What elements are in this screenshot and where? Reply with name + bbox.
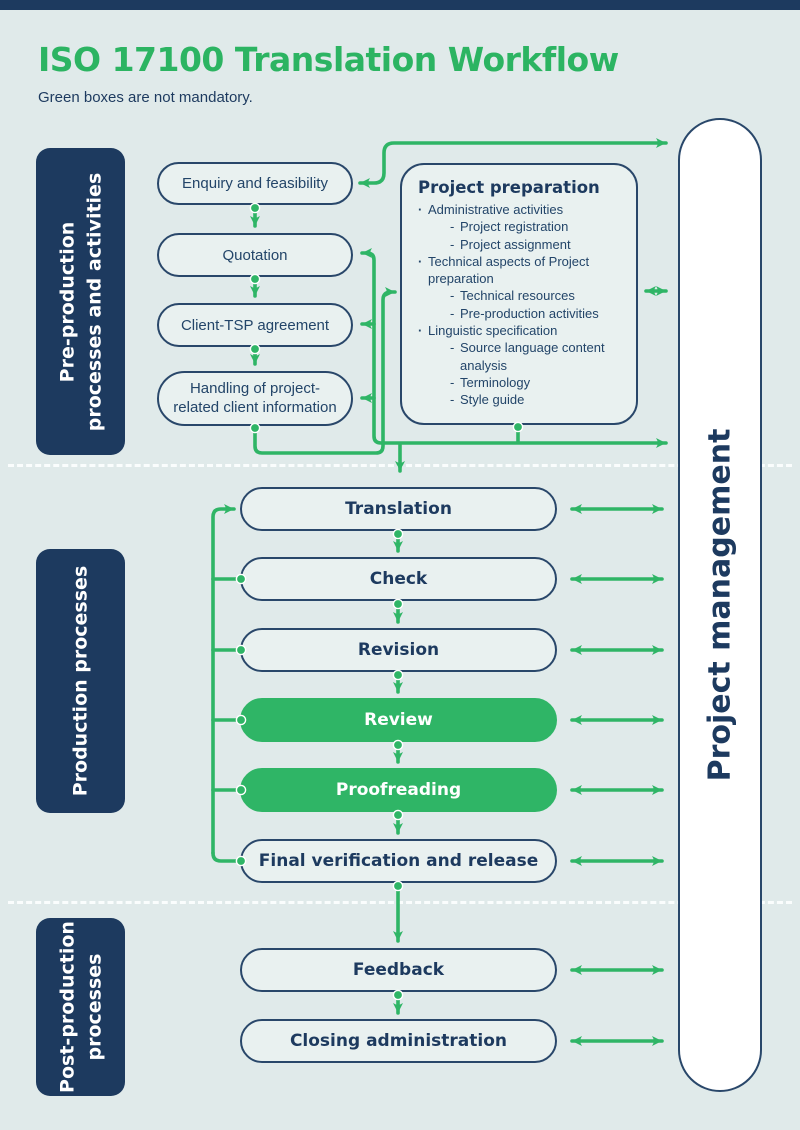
- box-review: Review: [240, 698, 557, 742]
- box-handling-client-information: Handling of project-related client information: [157, 371, 353, 426]
- box-client-tsp-agreement: Client-TSP agreement: [157, 303, 353, 347]
- sidebar-post-production-label: Post-production processes: [55, 921, 105, 1093]
- prep-item: · Linguistic specification: [418, 322, 622, 339]
- box-translation: Translation: [240, 487, 557, 531]
- sidebar-pre-production: [36, 148, 125, 455]
- box-project-preparation: [400, 163, 638, 425]
- box-closing-administration: Closing administration: [240, 1019, 557, 1063]
- rail-branch-final: [213, 853, 241, 861]
- prep-item: - Pre-production activities: [418, 305, 622, 322]
- prep-item: · Administrative activities: [418, 201, 622, 218]
- prep-item: - Technical resources: [418, 287, 622, 304]
- section-divider-post-production: [8, 901, 792, 904]
- prep-item: - Project registration: [418, 218, 622, 235]
- page-title: ISO 17100 Translation Workflow: [38, 40, 619, 79]
- sidebar-production-label: Production processes: [69, 565, 92, 797]
- project-management-label: Project management: [702, 428, 738, 782]
- prep-item: - Project assignment: [418, 236, 622, 253]
- box-check: Check: [240, 557, 557, 601]
- box-final-verification-and-release: Final verification and release: [240, 839, 557, 883]
- box-project-management: [678, 118, 762, 1092]
- box-quotation: Quotation: [157, 233, 353, 277]
- box-enquiry-and-feasibility: Enquiry and feasibility: [157, 162, 353, 205]
- prep-item: - Source language content analysis: [418, 339, 622, 374]
- box-proofreading: Proofreading: [240, 768, 557, 812]
- prep-item: - Terminology: [418, 374, 622, 391]
- sidebar-production: [36, 549, 125, 813]
- project-preparation-title: Project preparation: [418, 178, 600, 197]
- page-subtitle: Green boxes are not mandatory.: [38, 89, 253, 106]
- box-revision: Revision: [240, 628, 557, 672]
- sidebar-post-production: [36, 918, 125, 1096]
- box-feedback: Feedback: [240, 948, 557, 992]
- top-accent-bar: [0, 0, 800, 10]
- section-divider-pre-production: [8, 464, 792, 467]
- sidebar-pre-production-label: Pre-production processes and activities: [55, 172, 105, 431]
- prep-item: · Technical aspects of Project preparation: [418, 253, 622, 288]
- prep-item: - Style guide: [418, 391, 622, 408]
- connector-production-rail: [213, 509, 234, 853]
